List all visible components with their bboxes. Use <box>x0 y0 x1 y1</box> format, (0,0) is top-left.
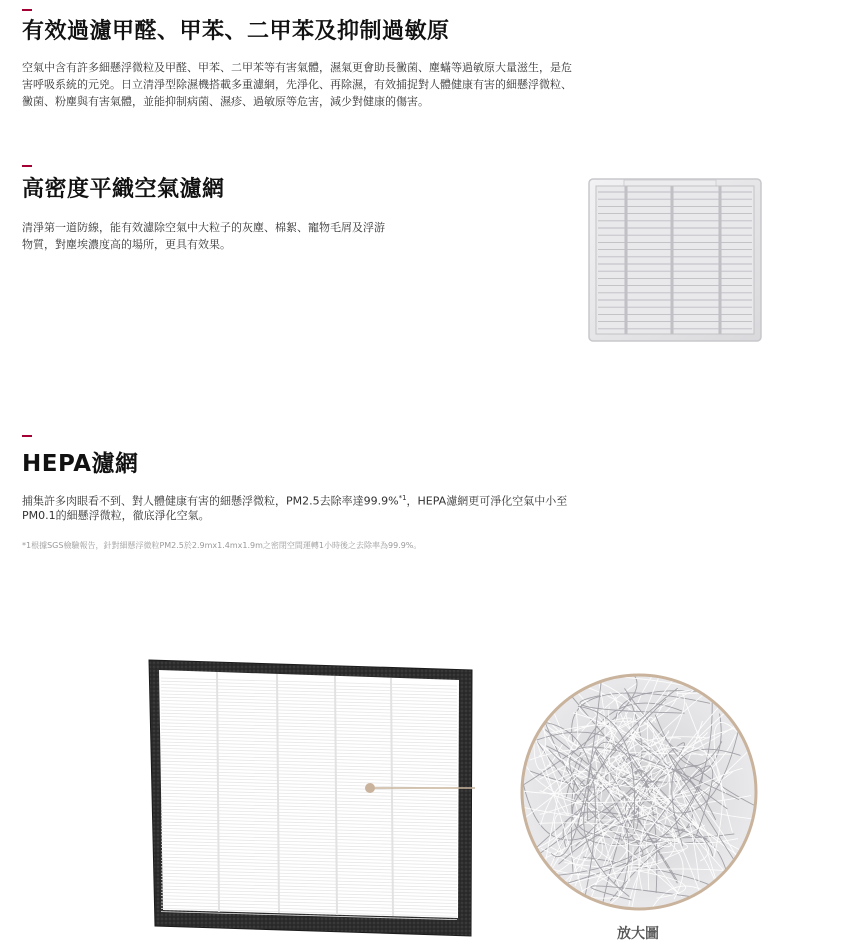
section1-body-line3: 黴菌、粉塵與有害氣體，並能抑制病菌、濕疹、過敏原等危害，減少對健康的傷害。 <box>22 95 429 108</box>
section3-body-line1-b: ，HEPA濾網更可淨化空氣中小至 <box>406 494 568 508</box>
section1-accent-bar <box>22 9 32 11</box>
section1-title: 有效過濾甲醛、甲苯、二甲苯及抑制過敏原 <box>22 19 450 44</box>
section3-footnote: *1根據SGS檢驗報告，針對細懸浮微粒PM2.5於2.9mx1.4mx1.9m之密閉空間運轉1小時後之去除率為99.9%。 <box>22 541 422 550</box>
section3-body-line1-a: 捕集許多肉眼看不到、對人體健康有害的細懸浮微粒，PM2.5去除率達99.9% <box>22 494 399 508</box>
footnote-marker: *1 <box>398 494 407 502</box>
section1-body-line1: 空氣中含有許多細懸浮微粒及甲醛、甲苯、二甲苯等有害氣體，濕氣更會助長黴菌、塵蟎等過敏原大量滋生，是危 <box>22 61 572 74</box>
section2-body-line2: 物質，對塵埃濃度高的場所，更具有效果。 <box>22 238 231 251</box>
section3-accent-bar <box>22 435 32 437</box>
section3-body-line2: PM0.1的細懸浮微粒，徹底淨化空氣。 <box>22 509 210 522</box>
section2-body-line1: 清淨第一道防線，能有效濾除空氣中大粒子的灰塵、棉絮、寵物毛屑及浮游 <box>22 221 385 234</box>
pre-filter-illustration <box>588 178 764 344</box>
magnified-fiber-illustration <box>517 670 761 914</box>
section3-title: HEPA濾網 <box>22 451 139 477</box>
section1-body-line2: 害呼吸系統的元兇。日立清淨型除濕機搭載多重濾網，先淨化、再除濕，有效捕捉對人體健康有害的細懸浮微粒、 <box>22 78 572 91</box>
hepa-filter-illustration <box>145 658 475 938</box>
section2-accent-bar <box>22 165 32 167</box>
section2-title: 高密度平織空氣濾網 <box>22 177 225 202</box>
zoom-label: 放大圖 <box>617 926 659 942</box>
